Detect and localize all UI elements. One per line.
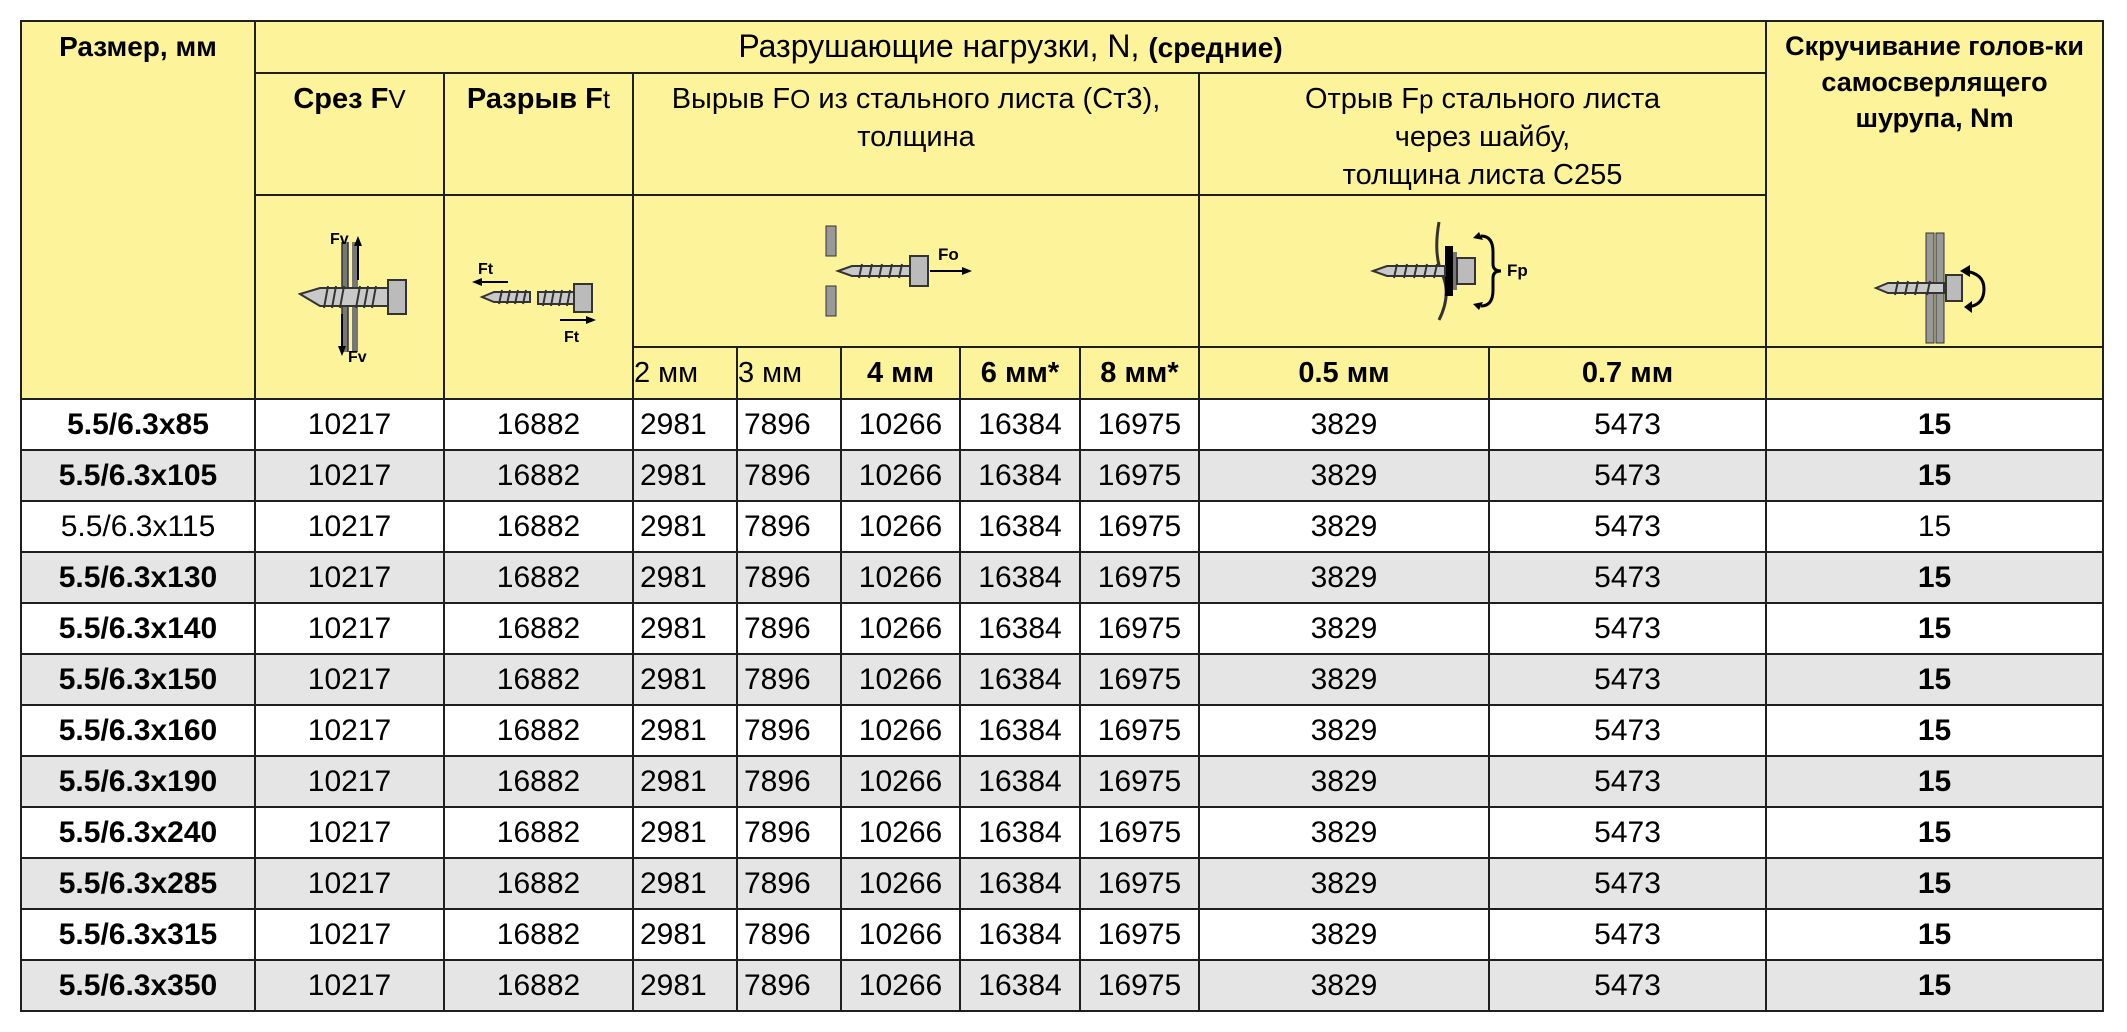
cell-t2: 2981 [633, 552, 737, 603]
cell-t3: 7896 [737, 450, 841, 501]
pullthrough-label-rest: стального листа [1433, 83, 1661, 115]
twist-diagram [1766, 347, 2103, 399]
cell-p07: 5473 [1489, 654, 1766, 705]
cell-p07: 5473 [1489, 552, 1766, 603]
twist-screw-icon [1860, 213, 2010, 363]
cell-t6: 16384 [960, 705, 1080, 756]
cell-t2: 2981 [633, 501, 737, 552]
cell-t4: 10266 [841, 858, 960, 909]
cell-tear: 16882 [444, 603, 633, 654]
cell-tear: 16882 [444, 705, 633, 756]
cell-t4: 10266 [841, 960, 960, 1011]
cell-twist: 15 [1766, 960, 2103, 1011]
cell-t8: 16975 [1080, 909, 1199, 960]
table-row [21, 909, 2103, 960]
shear-header [255, 73, 444, 195]
thickness-05mm: 0.5 мм [1199, 347, 1489, 399]
cell-t2: 2981 [633, 705, 737, 756]
tear-screw-icon [464, 222, 614, 372]
cell-t6: 16384 [960, 399, 1080, 450]
cell-p07: 5473 [1489, 858, 1766, 909]
cell-size: 5.5/6.3x115 [21, 501, 255, 552]
cell-p07: 5473 [1489, 399, 1766, 450]
cell-twist: 15 [1766, 909, 2103, 960]
cell-t4: 10266 [841, 705, 960, 756]
table-row [21, 603, 2103, 654]
cell-p07: 5473 [1489, 960, 1766, 1011]
cell-twist: 15 [1766, 807, 2103, 858]
tear-label: Разрыв F [466, 83, 603, 115]
fp-label: Fp [1506, 261, 1528, 280]
cell-tear: 16882 [444, 399, 633, 450]
cell-t2: 2981 [633, 603, 737, 654]
fv-top-label: Fv [329, 231, 349, 248]
pullout-index: O [790, 84, 811, 114]
shear-diagram [255, 195, 444, 399]
table-row [21, 807, 2103, 858]
table-row [21, 756, 2103, 807]
table-row [21, 858, 2103, 909]
cell-t3: 7896 [737, 858, 841, 909]
cell-p05: 3829 [1199, 399, 1489, 450]
size-header: Размер, мм [21, 21, 255, 399]
pullthrough-screw-icon [1353, 216, 1613, 326]
cell-tear: 16882 [444, 552, 633, 603]
cell-t3: 7896 [737, 960, 841, 1011]
cell-t4: 10266 [841, 450, 960, 501]
pullout-label-line2: толщина [857, 121, 975, 153]
cell-p07: 5473 [1489, 603, 1766, 654]
cell-t3: 7896 [737, 501, 841, 552]
load-table [20, 20, 2104, 1012]
twist-header-text: Скручивание голов-ки самосверлящего шурупа, Nm [1785, 31, 2084, 133]
pullout-label-rest: из стального листа (Ст3), [810, 83, 1161, 115]
cell-tear: 16882 [444, 654, 633, 705]
cell-t4: 10266 [841, 501, 960, 552]
cell-t3: 7896 [737, 756, 841, 807]
cell-p05: 3829 [1199, 705, 1489, 756]
fv-bottom-label: Fv [347, 349, 367, 366]
fo-label: Fo [938, 245, 959, 264]
thickness-07mm: 0.7 мм [1489, 347, 1766, 399]
shear-label: Срез F [293, 83, 389, 115]
shear-index: V [388, 84, 406, 114]
cell-t3: 7896 [737, 552, 841, 603]
cell-t6: 16384 [960, 552, 1080, 603]
shear-screw-icon [280, 222, 420, 372]
table-row [21, 399, 2103, 450]
cell-shear: 10217 [255, 909, 444, 960]
cell-t2: 2981 [633, 858, 737, 909]
table-row [21, 705, 2103, 756]
cell-t6: 16384 [960, 909, 1080, 960]
cell-p05: 3829 [1199, 858, 1489, 909]
cell-tear: 16882 [444, 756, 633, 807]
cell-twist: 15 [1766, 705, 2103, 756]
cell-t6: 16384 [960, 501, 1080, 552]
cell-twist: 15 [1766, 501, 2103, 552]
pullthrough-index: p [1418, 84, 1434, 114]
cell-size: 5.5/6.3x85 [21, 399, 255, 450]
ft-left-label: Ft [477, 261, 493, 278]
cell-tear: 16882 [444, 960, 633, 1011]
cell-shear: 10217 [255, 960, 444, 1011]
cell-t6: 16384 [960, 858, 1080, 909]
thickness-6mm: 6 мм* [960, 347, 1080, 399]
cell-p05: 3829 [1199, 552, 1489, 603]
cell-t8: 16975 [1080, 756, 1199, 807]
cell-t3: 7896 [737, 654, 841, 705]
cell-t4: 10266 [841, 756, 960, 807]
table-row [21, 450, 2103, 501]
cell-t2: 2981 [633, 909, 737, 960]
cell-twist: 15 [1766, 654, 2103, 705]
cell-t3: 7896 [737, 705, 841, 756]
cell-t4: 10266 [841, 807, 960, 858]
cell-t3: 7896 [737, 807, 841, 858]
tear-index: t [602, 84, 611, 114]
cell-tear: 16882 [444, 909, 633, 960]
cell-shear: 10217 [255, 603, 444, 654]
pullthrough-label: Отрыв F [1304, 83, 1419, 115]
pullout-screw-icon [806, 216, 1026, 326]
cell-p07: 5473 [1489, 756, 1766, 807]
cell-t2: 2981 [633, 960, 737, 1011]
cell-p05: 3829 [1199, 756, 1489, 807]
tear-diagram [444, 195, 633, 399]
cell-tear: 16882 [444, 450, 633, 501]
pullthrough-label-line2: через шайбу, [1394, 121, 1571, 153]
cell-t6: 16384 [960, 603, 1080, 654]
cell-p07: 5473 [1489, 501, 1766, 552]
table-row [21, 960, 2103, 1011]
cell-p05: 3829 [1199, 654, 1489, 705]
cell-tear: 16882 [444, 807, 633, 858]
table-row [21, 501, 2103, 552]
cell-p05: 3829 [1199, 603, 1489, 654]
cell-p05: 3829 [1199, 450, 1489, 501]
cell-shear: 10217 [255, 756, 444, 807]
cell-t8: 16975 [1080, 705, 1199, 756]
loads-title-main: Разрушающие нагрузки, N, [738, 28, 1140, 64]
pullthrough-header [1199, 73, 1766, 195]
pullthrough-diagram [1199, 195, 1766, 347]
thickness-3mm: 3 мм [737, 347, 841, 399]
cell-t2: 2981 [633, 654, 737, 705]
cell-p05: 3829 [1199, 501, 1489, 552]
cell-t4: 10266 [841, 603, 960, 654]
cell-twist: 15 [1766, 603, 2103, 654]
cell-t6: 16384 [960, 807, 1080, 858]
pullout-header [633, 73, 1199, 195]
cell-t2: 2981 [633, 399, 737, 450]
pullthrough-label-line3: толщина листа С255 [1342, 159, 1623, 191]
cell-t4: 10266 [841, 654, 960, 705]
cell-p07: 5473 [1489, 705, 1766, 756]
table-row [21, 654, 2103, 705]
cell-shear: 10217 [255, 654, 444, 705]
cell-p07: 5473 [1489, 909, 1766, 960]
cell-twist: 15 [1766, 552, 2103, 603]
cell-size: 5.5/6.3x150 [21, 654, 255, 705]
thickness-8mm: 8 мм* [1080, 347, 1199, 399]
cell-size: 5.5/6.3x285 [21, 858, 255, 909]
cell-t6: 16384 [960, 756, 1080, 807]
cell-shear: 10217 [255, 450, 444, 501]
cell-size: 5.5/6.3x160 [21, 705, 255, 756]
cell-t2: 2981 [633, 807, 737, 858]
cell-size: 5.5/6.3x315 [21, 909, 255, 960]
cell-t8: 16975 [1080, 654, 1199, 705]
header-row-1 [21, 21, 2103, 73]
cell-p05: 3829 [1199, 807, 1489, 858]
cell-shear: 10217 [255, 552, 444, 603]
cell-t6: 16384 [960, 960, 1080, 1011]
cell-t6: 16384 [960, 450, 1080, 501]
cell-t3: 7896 [737, 399, 841, 450]
cell-t2: 2981 [633, 450, 737, 501]
cell-size: 5.5/6.3x240 [21, 807, 255, 858]
cell-shear: 10217 [255, 705, 444, 756]
cell-t8: 16975 [1080, 399, 1199, 450]
cell-twist: 15 [1766, 399, 2103, 450]
cell-shear: 10217 [255, 858, 444, 909]
cell-t3: 7896 [737, 909, 841, 960]
pullout-label: Вырыв F [671, 83, 791, 115]
cell-tear: 16882 [444, 858, 633, 909]
cell-t8: 16975 [1080, 858, 1199, 909]
tear-header [444, 73, 633, 195]
cell-p05: 3829 [1199, 909, 1489, 960]
cell-t4: 10266 [841, 909, 960, 960]
cell-shear: 10217 [255, 501, 444, 552]
cell-size: 5.5/6.3x105 [21, 450, 255, 501]
thickness-2mm: 2 мм [633, 347, 737, 399]
cell-t2: 2981 [633, 756, 737, 807]
pullout-diagram [633, 195, 1199, 347]
table-row [21, 552, 2103, 603]
ft-right-label: Ft [563, 329, 579, 346]
cell-t3: 7896 [737, 603, 841, 654]
cell-t8: 16975 [1080, 552, 1199, 603]
cell-t8: 16975 [1080, 501, 1199, 552]
cell-tear: 16882 [444, 501, 633, 552]
loads-title [255, 21, 1766, 73]
cell-t8: 16975 [1080, 960, 1199, 1011]
cell-shear: 10217 [255, 807, 444, 858]
cell-size: 5.5/6.3x190 [21, 756, 255, 807]
cell-twist: 15 [1766, 858, 2103, 909]
loads-title-note: (средние) [1148, 32, 1283, 63]
cell-t6: 16384 [960, 654, 1080, 705]
cell-t4: 10266 [841, 552, 960, 603]
cell-size: 5.5/6.3x130 [21, 552, 255, 603]
cell-t8: 16975 [1080, 603, 1199, 654]
cell-t4: 10266 [841, 399, 960, 450]
thickness-4mm: 4 мм [841, 347, 960, 399]
cell-t8: 16975 [1080, 450, 1199, 501]
cell-p05: 3829 [1199, 960, 1489, 1011]
cell-p07: 5473 [1489, 807, 1766, 858]
cell-twist: 15 [1766, 756, 2103, 807]
cell-size: 5.5/6.3x350 [21, 960, 255, 1011]
cell-p07: 5473 [1489, 450, 1766, 501]
cell-twist: 15 [1766, 450, 2103, 501]
cell-size: 5.5/6.3x140 [21, 603, 255, 654]
cell-shear: 10217 [255, 399, 444, 450]
cell-t8: 16975 [1080, 807, 1199, 858]
